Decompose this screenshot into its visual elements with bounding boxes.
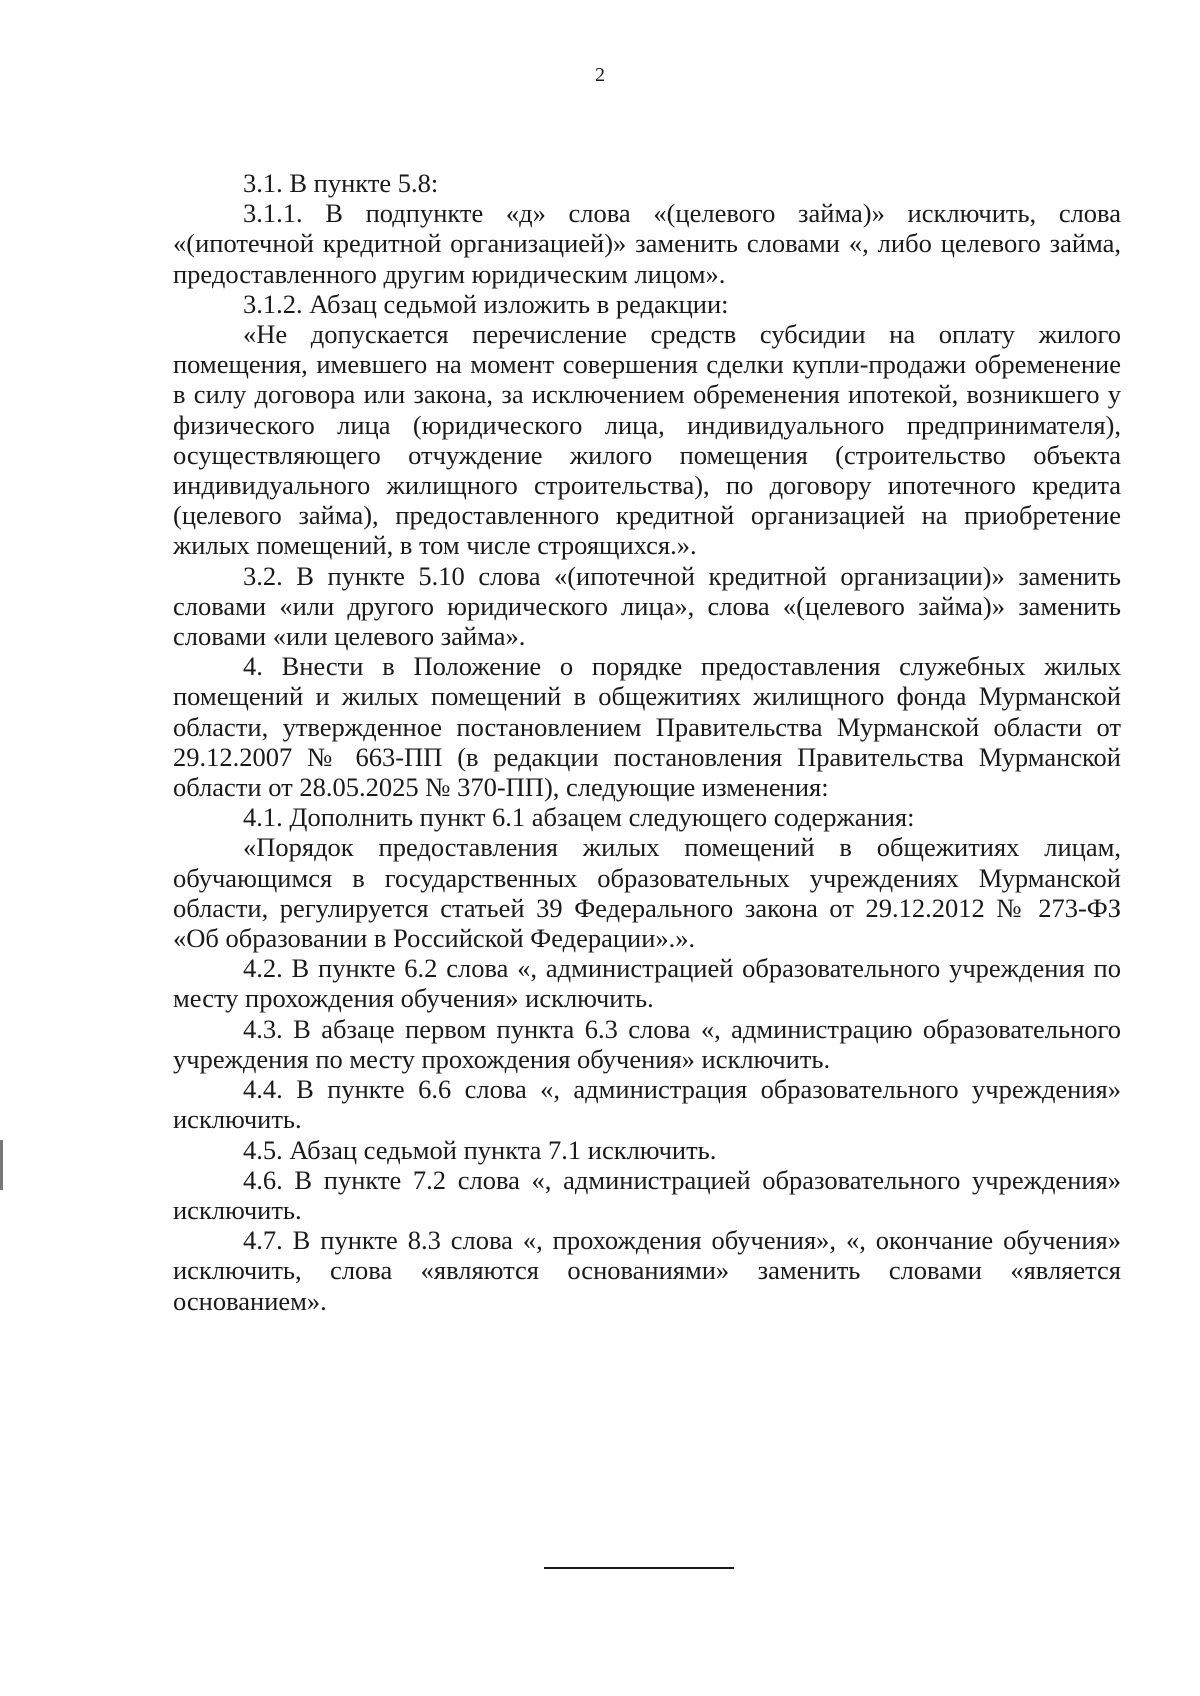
- scan-margin-mark: [0, 1140, 3, 1190]
- paragraph-3-1-1: 3.1.1. В подпункте «д» слова «(целевого займа)» исключить, слова «(ипотечной кредитной организацией)» заменить словами «, либо целевого займа, предоставленного другим юридическим лицом».: [173, 198, 1121, 289]
- paragraph-4-4: 4.4. В пункте 6.6 слова «, администрация образовательного учреждения» исключить.: [173, 1074, 1121, 1135]
- page-number: 2: [595, 64, 605, 86]
- end-of-document-rule: [544, 1567, 734, 1569]
- paragraph-3-1-2: 3.1.2. Абзац седьмой изложить в редакции:: [243, 288, 729, 319]
- paragraph-quote-2: «Порядок предоставления жилых помещений в общежитиях лицам, обучающимся в государственных образовательных учреждениях Мурманской области, регулируется статьей 39 Федерального закона от 29.12.2012 № 273-ФЗ «Об образовании в Российской Федерации».».: [173, 832, 1121, 954]
- paragraph-4-6: 4.6. В пункте 7.2 слова «, администрацией образовательного учреждения» исключить.: [173, 1164, 1121, 1225]
- paragraph-4: 4. Внести в Положение о порядке предоставления служебных жилых помещений и жилых помещений в общежитиях жилищного фонда Мурманской области, утвержденное постановлением Правительства Мурманской области от 29.12.2007 № 663-ПП (в редакции постановления Правительства Мурманской области от 28.05.2025 № 370-ПП), следующие изменения:: [173, 651, 1121, 803]
- paragraph-quote-1: «Не допускается перечисление средств субсидии на оплату жилого помещения, имевшего на момент совершения сделки купли-продажи обременение в силу договора или закона, за исключением обременения ипотекой, возникшего у физического лица (юридического лица, индивидуального предпринимателя), осуществляющего отчуждение жилого помещения (строительство объекта индивидуального жилищного строительства), по договору ипотечного кредита (целевого займа), предоставленного кредитной организацией на приобретение жилых помещений, в том числе строящихся.».: [173, 319, 1121, 561]
- paragraph-4-3: 4.3. В абзаце первом пункта 6.3 слова «, администрацию образовательного учреждения по месту прохождения обучения» исключить.: [173, 1013, 1121, 1074]
- paragraph-4-7: 4.7. В пункте 8.3 слова «, прохождения обучения», «, окончание обучения» исключить, слова «являются основаниями» заменить словами «является основанием».: [173, 1225, 1121, 1316]
- paragraph-4-5: 4.5. Абзац седьмой пункта 7.1 исключить.: [243, 1134, 717, 1165]
- paragraph-4-1: 4.1. Дополнить пункт 6.1 абзацем следующего содержания:: [243, 802, 915, 833]
- paragraph-3-2: 3.2. В пункте 5.10 слова «(ипотечной кредитной организации)» заменить словами «или другого юридического лица», слова «(целевого займа)» заменить словами «или целевого займа».: [173, 560, 1121, 652]
- paragraph-3-1: 3.1. В пункте 5.8:: [243, 168, 439, 198]
- document-body: [173, 168, 1121, 1316]
- paragraph-4-2: 4.2. В пункте 6.2 слова «, администрацией образовательного учреждения по месту прохождения обучения» исключить.: [173, 953, 1121, 1014]
